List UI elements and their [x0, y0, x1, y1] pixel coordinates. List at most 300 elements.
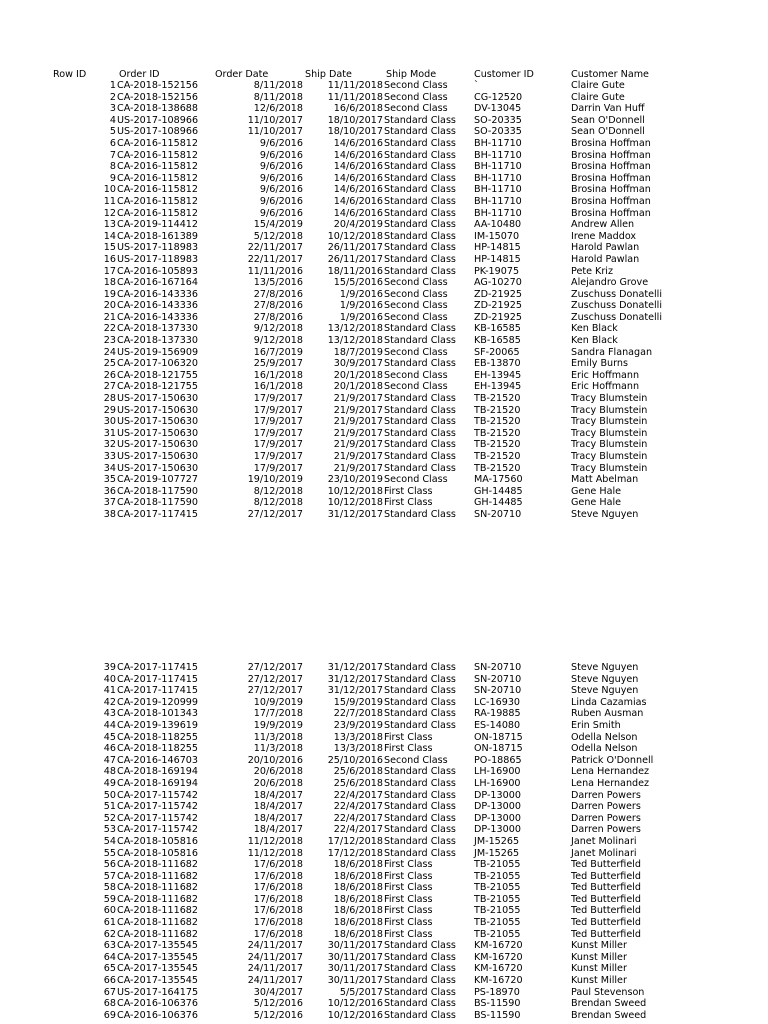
cell-customer-name: Lena Hernandez: [571, 766, 650, 778]
cell-customer-id: CG-12520: [474, 91, 523, 103]
table-row: [0, 277, 768, 289]
cell-customer-name: Paul Stevenson: [571, 986, 645, 998]
cell-customer-name: Irene Maddox: [571, 230, 637, 242]
cell-ship-mode: Standard Class: [384, 114, 456, 126]
cell-order-id: CA-2018-111682: [117, 882, 199, 894]
cell-order-date: 24/11/2017: [247, 963, 303, 975]
cell-row-id: 46: [103, 743, 116, 755]
cell-customer-name: Steve Nguyen: [571, 673, 639, 685]
cell-order-date: 11/10/2017: [247, 126, 303, 138]
cell-order-id: CA-2016-143336: [117, 300, 199, 312]
cell-customer-name: Emily Burns: [571, 358, 628, 370]
cell-ship-mode: Standard Class: [384, 126, 456, 138]
table-row: [0, 451, 768, 463]
cell-customer-name: Ted Butterfield: [571, 870, 642, 882]
table-row: [0, 929, 768, 941]
cell-order-id: CA-2016-146703: [117, 754, 199, 766]
cell-row-id: 65: [103, 963, 116, 975]
cell-customer-name: Ted Butterfield: [571, 859, 642, 871]
cell-ship-date: 26/11/2017: [327, 253, 383, 265]
cell-row-id: 35: [103, 474, 116, 486]
table-row: [0, 335, 768, 347]
cell-row-id: 50: [103, 789, 116, 801]
table-row: [0, 173, 768, 185]
cell-ship-mode: Standard Class: [384, 986, 456, 998]
cell-customer-id: BH-11710: [474, 161, 522, 173]
cell-order-id: CA-2019-107727: [117, 474, 199, 486]
cell-customer-id: TB-21055: [474, 859, 521, 871]
cell-order-id: CA-2017-115742: [117, 801, 199, 813]
cell-customer-name: Darren Powers: [571, 801, 641, 813]
cell-ship-mode: First Class: [384, 928, 433, 940]
cell-order-id: US-2017-150630: [117, 427, 199, 439]
cell-row-id: 9: [109, 172, 116, 184]
cell-ship-date: 15/5/2016: [333, 277, 383, 289]
cell-ship-mode: Standard Class: [384, 161, 456, 173]
cell-ship-mode: Second Class: [384, 381, 448, 393]
cell-order-id: CA-2018-121755: [117, 369, 199, 381]
cell-order-id: CA-2017-135545: [117, 963, 199, 975]
cell-row-id: 17: [103, 265, 116, 277]
table-row: [0, 416, 768, 428]
table-row: [0, 720, 768, 732]
cell-ship-mode: Standard Class: [384, 812, 456, 824]
cell-customer-name: Ken Black: [571, 323, 618, 335]
cell-order-date: 10/9/2019: [253, 696, 303, 708]
cell-ship-mode: Standard Class: [384, 323, 456, 335]
cell-ship-date: 30/9/2017: [333, 358, 383, 370]
cell-order-id: CA-2018-111682: [117, 917, 199, 929]
cell-customer-id: PS-18970: [474, 986, 520, 998]
cell-ship-mode: Standard Class: [384, 685, 456, 697]
cell-ship-mode: Standard Class: [384, 719, 456, 731]
cell-customer-name: Tracy Blumstein: [571, 451, 648, 462]
table-row: [0, 393, 768, 405]
cell-ship-date: 31/12/2017: [327, 662, 383, 673]
cell-customer-id: EH-13945: [474, 369, 522, 381]
cell-customer-id: SN-20710: [474, 673, 522, 685]
cell-customer-id: TB-21055: [474, 905, 521, 917]
cell-order-date: 22/11/2017: [247, 253, 303, 265]
cell-customer-id: PK-19075: [474, 265, 520, 277]
table-row: [0, 381, 768, 393]
cell-row-id: 61: [103, 917, 116, 929]
cell-ship-date: 10/12/2016: [327, 1009, 383, 1021]
cell-order-date: 18/4/2017: [253, 801, 303, 813]
table-row: [0, 208, 768, 220]
cell-customer-id: DP-13000: [474, 789, 521, 801]
cell-order-id: CA-2018-118255: [117, 731, 199, 743]
cell-ship-mode: First Class: [384, 870, 433, 882]
cell-customer-name: Tracy Blumstein: [571, 404, 648, 416]
cell-order-date: 15/4/2019: [253, 219, 303, 231]
table-row: [0, 882, 768, 894]
cell-order-date: 17/6/2018: [253, 859, 303, 871]
cell-order-id: US-2017-150630: [117, 462, 199, 474]
cell-ship-mode: Standard Class: [384, 673, 456, 685]
cell-customer-id: SN-20710: [474, 685, 522, 697]
cell-customer-id: SN-20710: [474, 508, 522, 520]
cell-row-id: 6: [109, 137, 116, 149]
cell-order-id: CA-2018-111682: [117, 905, 199, 917]
table-row: [0, 242, 768, 254]
cell-ship-date: 21/9/2017: [333, 404, 383, 416]
cell-ship-date: 18/6/2018: [333, 905, 383, 917]
table-row: [0, 743, 768, 755]
cell-order-id: CA-2017-117415: [117, 662, 199, 673]
cell-ship-mode: Standard Class: [384, 975, 456, 987]
cell-customer-name: Tracy Blumstein: [571, 462, 648, 474]
cell-row-id: 12: [103, 207, 116, 219]
cell-row-id: 32: [103, 439, 116, 451]
cell-row-id: 67: [103, 986, 116, 998]
cell-ship-mode: Standard Class: [384, 242, 456, 254]
cell-customer-name: Tracy Blumstein: [571, 416, 648, 428]
cell-order-id: US-2017-164175: [117, 986, 199, 998]
cell-order-id: CA-2017-115742: [117, 789, 199, 801]
cell-order-id: CA-2019-139619: [117, 719, 199, 731]
table-row: [0, 894, 768, 906]
cell-row-id: 59: [103, 893, 116, 905]
cell-order-id: CA-2016-167164: [117, 277, 199, 289]
cell-ship-mode: Standard Class: [384, 777, 456, 789]
table-row: [0, 790, 768, 802]
cell-customer-name: Kunst Miller: [571, 963, 627, 975]
cell-order-date: 18/4/2017: [253, 812, 303, 824]
cell-customer-id: TB-21520: [474, 393, 521, 405]
cell-customer-name: Steve Nguyen: [571, 662, 639, 673]
cell-order-date: 20/10/2016: [247, 754, 303, 766]
cell-order-date: 9/6/2016: [259, 195, 303, 207]
header-order-date: Order Date: [215, 69, 269, 80]
cell-ship-date: 21/9/2017: [333, 439, 383, 451]
cell-row-id: 31: [103, 427, 116, 439]
cell-order-id: CA-2018-118255: [117, 743, 199, 755]
cell-order-date: 20/6/2018: [253, 766, 303, 778]
cell-order-id: CA-2016-115812: [117, 161, 199, 173]
cell-row-id: 5: [109, 126, 116, 138]
cell-ship-date: 18/6/2018: [333, 917, 383, 929]
cell-customer-id: AA-10480: [474, 219, 522, 231]
cell-ship-date: 13/3/2018: [333, 731, 383, 743]
cell-ship-date: 25/6/2018: [333, 766, 383, 778]
cell-row-id: 53: [103, 824, 116, 836]
cell-customer-id: TB-21520: [474, 416, 521, 428]
cell-order-id: CA-2018-169194: [117, 777, 199, 789]
cell-order-id: US-2017-150630: [117, 416, 199, 428]
cell-customer-name: Kunst Miller: [571, 951, 627, 963]
cell-ship-date: 1/9/2016: [339, 288, 383, 300]
table-row: [0, 674, 768, 686]
cell-ship-mode: Standard Class: [384, 963, 456, 975]
cell-customer-name: Ken Black: [571, 335, 618, 347]
cell-row-id: 40: [103, 673, 116, 685]
cell-customer-name: Brosina Hoffman: [571, 195, 651, 207]
cell-ship-date: 23/9/2019: [333, 719, 383, 731]
cell-customer-name: Linda Cazamias: [571, 696, 647, 708]
cell-customer-id: JM-15265: [474, 835, 520, 847]
cell-ship-mode: Second Class: [384, 369, 448, 381]
cell-ship-mode: Standard Class: [384, 662, 456, 673]
cell-order-date: 5/12/2018: [253, 230, 303, 242]
cell-customer-name: Claire Gute: [571, 80, 625, 91]
cell-ship-date: 21/9/2017: [333, 393, 383, 405]
cell-row-id: 21: [103, 311, 116, 323]
cell-ship-mode: First Class: [384, 743, 433, 755]
cell-ship-date: 20/1/2018: [333, 381, 383, 393]
cell-customer-name: Ted Butterfield: [571, 905, 642, 917]
cell-customer-name: Brosina Hoffman: [571, 149, 651, 161]
cell-row-id: 43: [103, 708, 116, 720]
cell-row-id: 36: [103, 485, 116, 497]
cell-ship-mode: Standard Class: [384, 358, 456, 370]
cell-ship-date: 21/9/2017: [333, 416, 383, 428]
cell-customer-id: SO-20335: [474, 114, 522, 126]
cell-order-date: 17/6/2018: [253, 870, 303, 882]
cell-customer-id: KM-16720: [474, 951, 523, 963]
cell-order-id: CA-2018-152156: [117, 91, 199, 103]
table-row: [0, 766, 768, 778]
table-body-page-2: [0, 662, 768, 1021]
cell-order-id: CA-2017-135545: [117, 975, 199, 987]
table-row: [0, 358, 768, 370]
cell-ship-mode: Standard Class: [384, 451, 456, 462]
cell-order-date: 16/7/2019: [253, 346, 303, 358]
cell-order-date: 11/11/2016: [247, 265, 303, 277]
cell-customer-id: BH-11710: [474, 149, 522, 161]
cell-ship-date: 30/11/2017: [327, 951, 383, 963]
table-row: [0, 778, 768, 790]
table-row: [0, 998, 768, 1010]
cell-order-date: 17/9/2017: [253, 393, 303, 405]
cell-row-id: 4: [109, 114, 116, 126]
cell-ship-date: 31/12/2017: [327, 673, 383, 685]
cell-customer-name: Zuschuss Donatelli: [571, 311, 663, 323]
cell-customer-id: ON-18715: [474, 743, 523, 755]
cell-ship-mode: Standard Class: [384, 462, 456, 474]
cell-ship-mode: Second Class: [384, 80, 448, 91]
cell-order-id: CA-2017-117415: [117, 673, 199, 685]
cell-customer-name: Ted Butterfield: [571, 882, 642, 894]
cell-order-id: CA-2017-117415: [117, 508, 199, 520]
table-row: [0, 905, 768, 917]
cell-ship-date: 5/5/2017: [339, 986, 383, 998]
table-row: [0, 732, 768, 744]
cell-customer-name: Brendan Sweed: [571, 998, 647, 1010]
cell-order-id: CA-2018-169194: [117, 766, 199, 778]
cell-ship-mode: Standard Class: [384, 230, 456, 242]
cell-ship-date: 13/3/2018: [333, 743, 383, 755]
cell-ship-mode: Standard Class: [384, 951, 456, 963]
cell-ship-date: 25/10/2016: [327, 754, 383, 766]
cell-ship-mode: Standard Class: [384, 393, 456, 405]
table-row: [0, 662, 768, 674]
cell-ship-date: 18/10/2017: [327, 114, 383, 126]
cell-customer-name: Ted Butterfield: [571, 928, 642, 940]
cell-order-id: CA-2018-111682: [117, 928, 199, 940]
cell-ship-date: 14/6/2016: [333, 184, 383, 196]
cell-customer-id: LH-16900: [474, 766, 521, 778]
cell-order-id: CA-2016-115812: [117, 172, 199, 184]
cell-row-id: 28: [103, 393, 116, 405]
cell-order-date: 9/6/2016: [259, 172, 303, 184]
cell-order-id: US-2017-108966: [117, 114, 199, 126]
table-row: [0, 439, 768, 451]
table-row: [0, 115, 768, 127]
cell-customer-id: BH-11710: [474, 137, 522, 149]
cell-order-id: CA-2018-137330: [117, 335, 199, 347]
cell-customer-name: Patrick O'Donnell: [571, 754, 654, 766]
cell-customer-id: PO-18865: [474, 754, 522, 766]
cell-ship-date: 10/12/2018: [327, 230, 383, 242]
cell-customer-name: Brosina Hoffman: [571, 137, 651, 149]
cell-row-id: 13: [103, 219, 116, 231]
cell-order-date: 27/8/2016: [253, 300, 303, 312]
cell-ship-mode: Standard Class: [384, 789, 456, 801]
cell-order-id: US-2017-118983: [117, 253, 199, 265]
cell-customer-name: Harold Pawlan: [571, 253, 640, 265]
cell-order-id: CA-2017-115742: [117, 824, 199, 836]
cell-order-date: 19/10/2019: [247, 474, 303, 486]
cell-row-id: 8: [109, 161, 116, 173]
cell-ship-mode: First Class: [384, 905, 433, 917]
cell-ship-mode: Standard Class: [384, 696, 456, 708]
cell-order-date: 17/9/2017: [253, 404, 303, 416]
cell-row-id: 34: [103, 462, 116, 474]
cell-customer-id: TB-21520: [474, 451, 521, 462]
table-row: [0, 848, 768, 860]
cell-row-id: 62: [103, 928, 116, 940]
cell-row-id: 69: [103, 1009, 116, 1021]
cell-customer-name: Brosina Hoffman: [571, 184, 651, 196]
cell-order-date: 5/12/2016: [253, 998, 303, 1010]
cell-customer-id: BS-11590: [474, 998, 521, 1010]
cell-order-id: CA-2018-138688: [117, 103, 199, 115]
cell-ship-mode: Second Class: [384, 311, 448, 323]
cell-order-date: 12/6/2018: [253, 103, 303, 115]
cell-customer-name: Kunst Miller: [571, 975, 627, 987]
cell-ship-mode: Standard Class: [384, 766, 456, 778]
cell-ship-mode: Standard Class: [384, 137, 456, 149]
cell-customer-id: DV-13045: [474, 103, 522, 115]
cell-ship-date: 16/6/2018: [333, 103, 383, 115]
cell-order-date: 5/12/2016: [253, 1009, 303, 1021]
cell-ship-date: 14/6/2016: [333, 195, 383, 207]
cell-order-id: CA-2017-106320: [117, 358, 199, 370]
cell-ship-date: 22/4/2017: [333, 801, 383, 813]
cell-order-date: 16/1/2018: [253, 369, 303, 381]
cell-customer-id: TB-21055: [474, 870, 521, 882]
header-customer-name: Customer Name: [571, 69, 649, 80]
cell-ship-mode: Standard Class: [384, 265, 456, 277]
cell-customer-id: TB-21520: [474, 404, 521, 416]
cell-row-id: 44: [103, 719, 116, 731]
header-customer-id: Customer ID: [474, 69, 534, 80]
cell-ship-mode: Second Class: [384, 288, 448, 300]
table-row: [0, 813, 768, 825]
cell-order-date: 22/11/2017: [247, 242, 303, 254]
cell-order-date: 19/9/2019: [253, 719, 303, 731]
cell-customer-name: Ruben Ausman: [571, 708, 644, 720]
header-order-id: Order ID: [119, 69, 160, 80]
cell-ship-date: 14/6/2016: [333, 149, 383, 161]
cell-ship-mode: Standard Class: [384, 149, 456, 161]
cell-row-id: 20: [103, 300, 116, 312]
cell-customer-name: Eric Hoffmann: [571, 381, 640, 393]
cell-ship-date: 31/12/2017: [327, 685, 383, 697]
cell-customer-name: Alejandro Grove: [571, 277, 649, 289]
cell-ship-mode: First Class: [384, 859, 433, 871]
cell-customer-id: GH-14485: [474, 485, 523, 497]
table-row: [0, 312, 768, 324]
cell-row-id: 24: [103, 346, 116, 358]
cell-row-id: 23: [103, 335, 116, 347]
cell-ship-date: 18/10/2017: [327, 126, 383, 138]
cell-customer-name: Andrew Allen: [571, 219, 635, 231]
cell-order-id: US-2017-108966: [117, 126, 199, 138]
cell-row-id: 37: [103, 497, 116, 509]
cell-order-date: 20/6/2018: [253, 777, 303, 789]
cell-customer-name: Eric Hoffmann: [571, 369, 640, 381]
cell-row-id: 10: [103, 184, 116, 196]
cell-row-id: 7: [109, 149, 116, 161]
cell-ship-mode: Standard Class: [384, 801, 456, 813]
cell-customer-name: Tracy Blumstein: [571, 439, 648, 451]
cell-ship-date: 26/11/2017: [327, 242, 383, 254]
table-row: [0, 323, 768, 335]
cell-order-date: 13/5/2016: [253, 277, 303, 289]
cell-customer-id: ZD-21925: [474, 300, 522, 312]
table-row: [0, 80, 768, 92]
cell-order-id: CA-2018-117590: [117, 485, 199, 497]
cell-order-date: 11/3/2018: [253, 731, 303, 743]
table-row: [0, 126, 768, 138]
table-row: [0, 254, 768, 266]
cell-row-id: 42: [103, 696, 116, 708]
cell-customer-id: TB-21520: [474, 439, 521, 451]
cell-ship-mode: Standard Class: [384, 335, 456, 347]
cell-order-id: CA-2016-115812: [117, 149, 199, 161]
cell-ship-mode: Standard Class: [384, 172, 456, 184]
cell-order-date: 17/6/2018: [253, 905, 303, 917]
cell-row-id: 27: [103, 381, 116, 393]
cell-order-date: 17/9/2017: [253, 451, 303, 462]
cell-customer-name: Odella Nelson: [571, 731, 638, 743]
cell-ship-mode: Second Class: [384, 277, 448, 289]
cell-order-id: US-2017-150630: [117, 439, 199, 451]
cell-order-id: CA-2016-143336: [117, 311, 199, 323]
cell-ship-date: 10/12/2018: [327, 497, 383, 509]
cell-order-id: CA-2016-106376: [117, 1009, 199, 1021]
cell-ship-date: 10/12/2018: [327, 485, 383, 497]
cell-customer-id: SF-20065: [474, 346, 520, 358]
table-row: [0, 138, 768, 150]
cell-ship-mode: First Class: [384, 893, 433, 905]
cell-row-id: 29: [103, 404, 116, 416]
cell-customer-id: AG-10270: [474, 277, 522, 289]
cell-row-id: 63: [103, 940, 116, 952]
cell-row-id: 52: [103, 812, 116, 824]
cell-ship-mode: Standard Class: [384, 998, 456, 1010]
cell-order-date: 27/12/2017: [247, 673, 303, 685]
cell-order-id: CA-2018-111682: [117, 893, 199, 905]
cell-order-date: 16/1/2018: [253, 381, 303, 393]
cell-ship-mode: Standard Class: [384, 207, 456, 219]
cell-customer-name: Darren Powers: [571, 812, 641, 824]
cell-ship-mode: Second Class: [384, 91, 448, 103]
cell-customer-name: Darren Powers: [571, 789, 641, 801]
cell-row-id: 2: [109, 91, 116, 103]
